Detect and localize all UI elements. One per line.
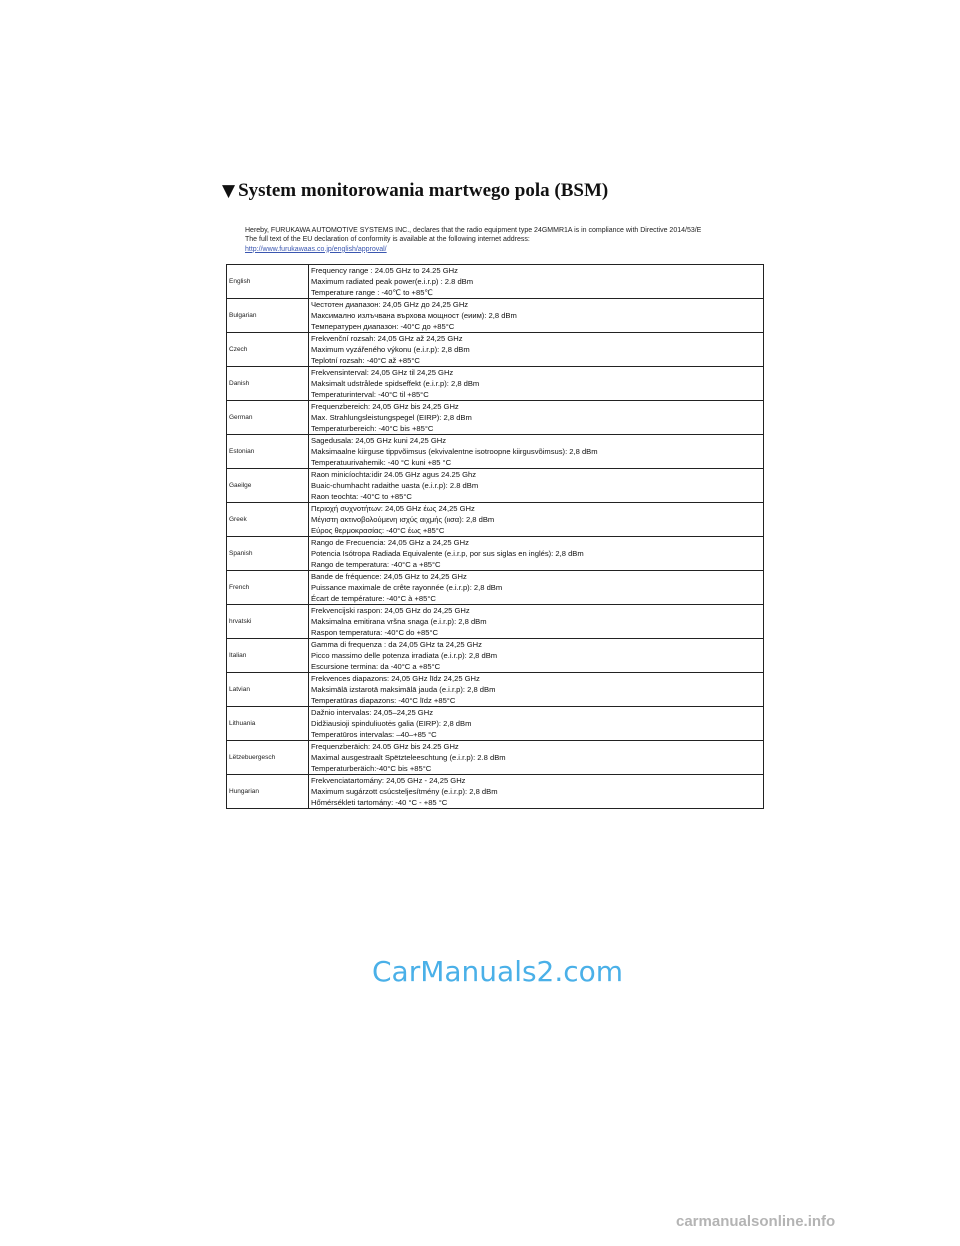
carmanuals-watermark: CarManuals2.com [372, 955, 624, 988]
spec-line: Frequenzberäich: 24.05 GHz bis 24.25 GHz [311, 742, 459, 751]
spec-line: Temperatūras diapazons: -40°C līdz +85°C [311, 696, 456, 705]
spec-line: Raspon temperatura: -40°C do +85°C [311, 628, 439, 637]
spec-line: Sagedusala: 24,05 GHz kuni 24,25 GHz [311, 436, 447, 445]
language-name: Spanish [227, 537, 309, 571]
table-row [227, 265, 764, 299]
spec-line: Εύρος θερμοκρασίας: -40°C έως +85°C [311, 526, 445, 535]
spec-line: Teplotní rozsah: -40°C až +85°C [311, 356, 420, 365]
table-row [227, 503, 764, 537]
spec-line: Maximal ausgestraalt Spëtzteleeschtung (e.i.r.p): 2.8 dBm [311, 753, 506, 762]
spec-line: Maximum radiated peak power(e.i.r.p) : 2.8 dBm [311, 277, 474, 286]
language-name: German [227, 401, 309, 435]
spec-cell [309, 741, 764, 775]
spec-line: Rango de temperatura: -40°C a +85°C [311, 560, 441, 569]
spec-line: Écart de température: -40°C à +85°C [311, 594, 436, 603]
spec-line: Maksimālā izstarotā maksimālā jauda (e.i.r.p): 2,8 dBm [311, 685, 496, 694]
spec-line: Frekvences diapazons: 24,05 GHz līdz 24,25 GHz [311, 674, 480, 683]
language-name: hrvatski [227, 605, 309, 639]
table-row [227, 333, 764, 367]
spec-line: Rango de Frecuencia: 24,05 GHz a 24,25 GHz [311, 538, 469, 547]
spec-line: Frekvenciatartomány: 24,05 GHz - 24,25 GHz [311, 776, 466, 785]
spec-cell [309, 605, 764, 639]
table-row [227, 571, 764, 605]
spec-line: Temperaturinterval: -40°C til +85°C [311, 390, 429, 399]
spec-cell [309, 571, 764, 605]
language-name: Italian [227, 639, 309, 673]
spec-cell [309, 775, 764, 809]
spec-cell [309, 707, 764, 741]
language-name: Danish [227, 367, 309, 401]
spec-line: Temperature range : -40℃ to +85℃ [311, 288, 433, 297]
table-row [227, 435, 764, 469]
spec-line: Frequenzbereich: 24,05 GHz bis 24,25 GHz [311, 402, 459, 411]
table-row [227, 401, 764, 435]
spec-line: Максимално излъчвана върхова мощност (еиим): 2,8 dBm [311, 311, 517, 320]
spec-line: Buaic-chumhacht radaithe uasta (e.i.r.p): 2.8 dBm [311, 481, 479, 490]
spec-line: Maximum vyzářeného výkonu (e.i.r.p): 2,8 dBm [311, 345, 470, 354]
spec-line: Maksimalna emitirana vršna snaga (e.i.r.p): 2,8 dBm [311, 617, 487, 626]
section-heading [222, 180, 608, 202]
language-name: Greek [227, 503, 309, 537]
spec-line: Maximum sugárzott csúcsteljesítmény (e.i.r.p): 2,8 dBm [311, 787, 498, 796]
conformity-declaration [245, 226, 785, 254]
spec-cell [309, 333, 764, 367]
table-row [227, 639, 764, 673]
declaration-line-1: Hereby, FURUKAWA AUTOMOTIVE SYSTEMS INC., declares that the radio equipment type 24GMMR1A is in compliance with Directive 2014/53/E [245, 227, 702, 234]
footer-site-watermark: carmanualsonline.info [676, 1213, 836, 1230]
section-title: System monitorowania martwego pola (BSM) [238, 180, 609, 201]
spec-cell [309, 469, 764, 503]
language-name: Hungarian [227, 775, 309, 809]
declaration-line-2: The full text of the EU declaration of conformity is available at the following internet address: [245, 236, 530, 244]
language-spec-table-body [227, 265, 764, 809]
language-spec-table [226, 264, 764, 809]
spec-line: Raon minicíochta:idir 24.05 GHz agus 24.25 Ghz [311, 470, 477, 479]
table-row [227, 741, 764, 775]
spec-line: Raon teochta: -40°C to +85°C [311, 492, 412, 501]
table-row [227, 775, 764, 809]
spec-line: Hőmérsékleti tartomány: -40 °C - +85 °C [311, 798, 448, 807]
spec-cell [309, 265, 764, 299]
table-row [227, 367, 764, 401]
spec-cell [309, 639, 764, 673]
spec-cell [309, 299, 764, 333]
spec-line: Escursione termina: da -40°C a +85°C [311, 662, 441, 671]
spec-cell [309, 367, 764, 401]
spec-line: Temperatuurivahemik: -40 °C kuni +85 °C [311, 458, 452, 467]
spec-line: Frequency range : 24.05 GHz to 24.25 GHz [311, 266, 458, 275]
spec-cell [309, 503, 764, 537]
language-name: Bulgarian [227, 299, 309, 333]
table-row [227, 299, 764, 333]
spec-line: Didžiausioji spinduliuotės galia (EIRP): 2,8 dBm [311, 719, 472, 728]
language-name: Lëtzebuergesch [227, 741, 309, 775]
approval-link[interactable]: http://www.furukawaas.co.jp/english/approval/ [245, 245, 387, 253]
spec-line: Frekvenční rozsah: 24,05 GHz až 24,25 GHz [311, 334, 463, 343]
spec-line: Gamma di frequenza : da 24,05 GHz ta 24,25 GHz [311, 640, 482, 649]
spec-line: Frekvensinterval: 24,05 GHz til 24,25 GHz [311, 368, 454, 377]
spec-line: Μέγιστη ακτινοβολούμενη ισχύς αιχμής (ιισα): 2,8 dBm [311, 515, 495, 524]
spec-line: Dažnio intervalas: 24,05–24,25 GHz [311, 708, 433, 717]
language-name: Latvian [227, 673, 309, 707]
spec-line: Temperatūros intervalas: –40–+85 °C [311, 730, 437, 739]
triangle-marker-icon: ▼ [222, 181, 236, 201]
language-name: Gaeilge [227, 469, 309, 503]
spec-cell [309, 435, 764, 469]
spec-line: Frekvencijski raspon: 24,05 GHz do 24,25 GHz [311, 606, 470, 615]
spec-line: Температурен диапазон: -40°C до +85°C [311, 322, 455, 331]
spec-cell [309, 537, 764, 571]
spec-line: Picco massimo delle potenza irradiata (e.i.r.p): 2,8 dBm [311, 651, 498, 660]
language-name: Lithuania [227, 707, 309, 741]
language-name: French [227, 571, 309, 605]
spec-line: Bande de fréquence: 24,05 GHz to 24,25 GHz [311, 572, 467, 581]
spec-line: Max. Strahlungsleistungspegel (EIRP): 2,8 dBm [311, 413, 472, 422]
spec-line: Potencia Isótropa Radiada Equivalente (e.i.r.p, por sus siglas en inglés): 2,8 dBm [311, 549, 584, 558]
language-name: English [227, 265, 309, 299]
language-name: Estonian [227, 435, 309, 469]
table-row [227, 707, 764, 741]
language-name: Czech [227, 333, 309, 367]
table-row [227, 673, 764, 707]
spec-line: Temperaturberäich:-40°C bis +85°C [311, 764, 432, 773]
spec-line: Temperaturbereich: -40°C bis +85°C [311, 424, 434, 433]
spec-line: Честотен диапазон: 24,05 GHz до 24,25 GHz [311, 300, 469, 309]
spec-line: Puissance maximale de crête rayonnée (e.i.r.p): 2,8 dBm [311, 583, 503, 592]
table-row [227, 537, 764, 571]
spec-line: Maksimaalne kiirguse tippvõimsus (ekvivalentne isotroopne kiirgusvõimsus): 2,8 dBm [311, 447, 598, 456]
table-row [227, 605, 764, 639]
table-row [227, 469, 764, 503]
spec-cell [309, 401, 764, 435]
spec-line: Περιοχή συχνοτήτων: 24,05 GHz έως 24,25 GHz [311, 504, 475, 513]
spec-cell [309, 673, 764, 707]
spec-line: Maksimalt udstrålede spidseffekt (e.i.r.p): 2,8 dBm [311, 379, 480, 388]
